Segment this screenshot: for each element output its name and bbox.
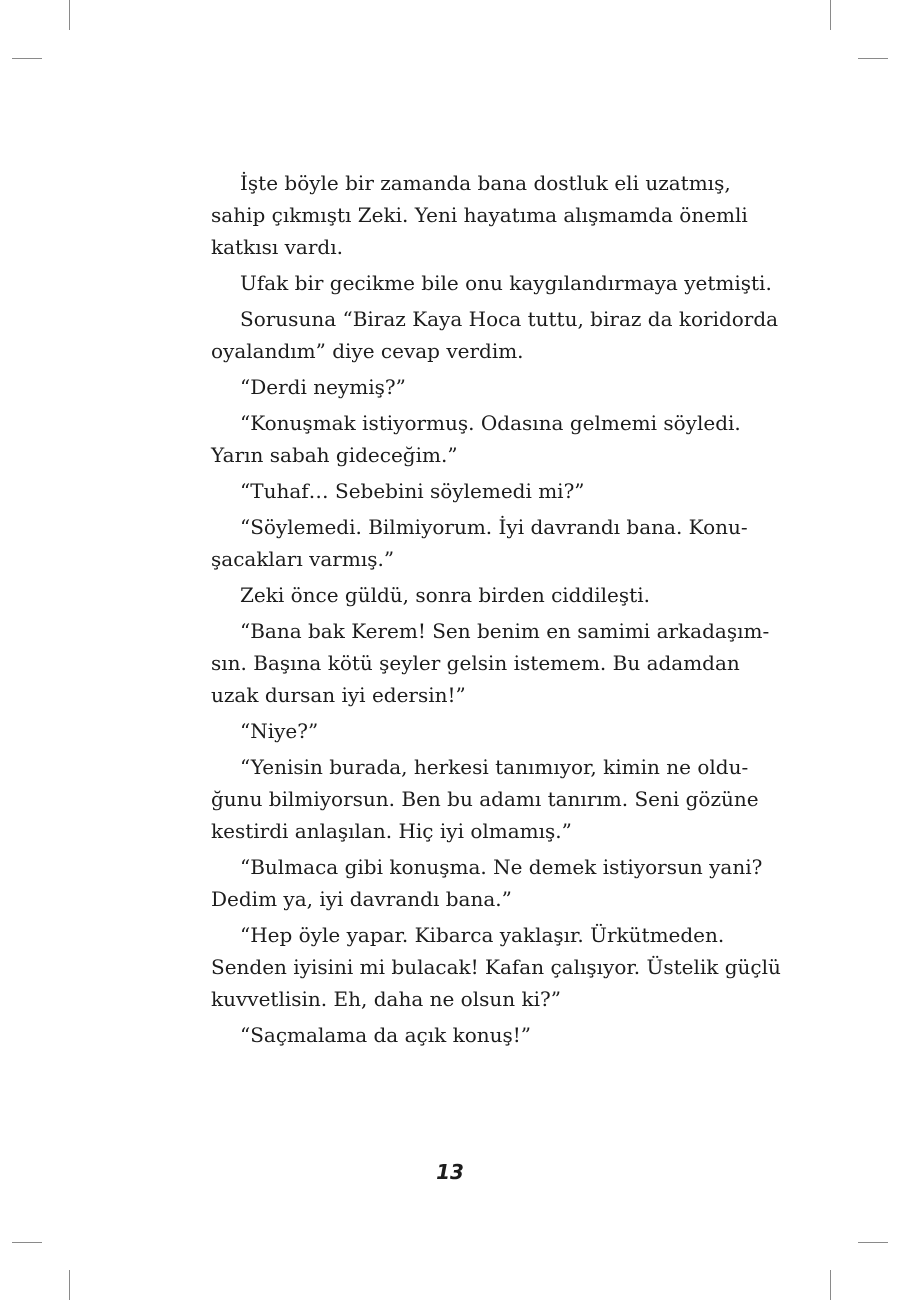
- text-line: “Bana bak Kerem! Sen benim en samimi arkadaşım-: [240, 619, 770, 643]
- paragraph: [211, 1019, 707, 1051]
- text-line: Dedim ya, iyi davrandı bana.”: [211, 887, 512, 911]
- text-line: İşte böyle bir zamanda bana dostluk eli uzatmış,: [240, 171, 731, 195]
- crop-mark-bottom-right: [830, 1270, 831, 1300]
- text-line: şacakları varmış.”: [211, 547, 395, 571]
- body-text: [211, 167, 781, 1055]
- text-line: sahip çıkmıştı Zeki. Yeni hayatıma alışmamda önemli: [211, 203, 748, 227]
- text-line: uzak dursan iyi edersin!”: [211, 683, 466, 707]
- paragraph: [211, 919, 781, 1015]
- text-line: Sorusuna “Biraz Kaya Hoca tuttu, biraz da koridorda: [240, 307, 779, 331]
- paragraph: [211, 615, 770, 711]
- crop-mark-bottom-left: [69, 1270, 70, 1300]
- text-line: “Hep öyle yapar. Kibarca yaklaşır. Ürkütmeden.: [240, 923, 725, 947]
- text-line: oyalandım” diye cevap verdim.: [211, 339, 524, 363]
- text-line: sın. Başına kötü şeyler gelsin istemem. Bu adamdan: [211, 651, 740, 675]
- paragraph: [211, 475, 707, 507]
- paragraph: [211, 751, 759, 847]
- text-line: katkısı vardı.: [211, 235, 343, 259]
- text-line: “Yenisin burada, herkesi tanımıyor, kimin ne oldu-: [240, 755, 749, 779]
- paragraph: [211, 851, 763, 915]
- paragraph: [211, 511, 748, 575]
- text-line: “Tuhaf… Sebebini söylemedi mi?”: [240, 479, 585, 503]
- text-line: Senden iyisini mi bulacak! Kafan çalışıyor. Üstelik güçlü: [211, 955, 781, 979]
- paragraph: [211, 715, 707, 747]
- crop-mark-left-bottom: [12, 1242, 42, 1243]
- text-line: Yarın sabah gideceğim.”: [211, 443, 458, 467]
- text-line: kuvvetlisin. Eh, daha ne olsun ki?”: [211, 987, 561, 1011]
- text-line: “Niye?”: [240, 719, 319, 743]
- text-line: “Söylemedi. Bilmiyorum. İyi davrandı bana. Konu-: [240, 515, 748, 539]
- paragraph: [211, 267, 772, 299]
- paragraph: [211, 167, 748, 263]
- crop-mark-top-right: [830, 0, 831, 30]
- crop-mark-top-left: [69, 0, 70, 30]
- text-line: “Derdi neymiş?”: [240, 375, 406, 399]
- crop-mark-right-top: [858, 58, 888, 59]
- page-number: 13: [436, 1160, 464, 1184]
- paragraph: [211, 303, 779, 367]
- text-line: “Bulmaca gibi konuşma. Ne demek istiyorsun yani?: [240, 855, 763, 879]
- paragraph: [211, 407, 741, 471]
- text-line: “Saçmalama da açık konuş!”: [240, 1023, 532, 1047]
- paragraph: [211, 371, 707, 403]
- text-line: Zeki önce güldü, sonra birden ciddileşti.: [240, 583, 650, 607]
- crop-mark-right-bottom: [858, 1242, 888, 1243]
- paragraph: [211, 579, 707, 611]
- text-line: ğunu bilmiyorsun. Ben bu adamı tanırım. Seni gözüne: [211, 787, 759, 811]
- text-line: Ufak bir gecikme bile onu kaygılandırmaya yetmişti.: [240, 271, 772, 295]
- text-line: “Konuşmak istiyormuş. Odasına gelmemi söyledi.: [240, 411, 741, 435]
- crop-mark-left-top: [12, 58, 42, 59]
- text-line: kestirdi anlaşılan. Hiç iyi olmamış.”: [211, 819, 572, 843]
